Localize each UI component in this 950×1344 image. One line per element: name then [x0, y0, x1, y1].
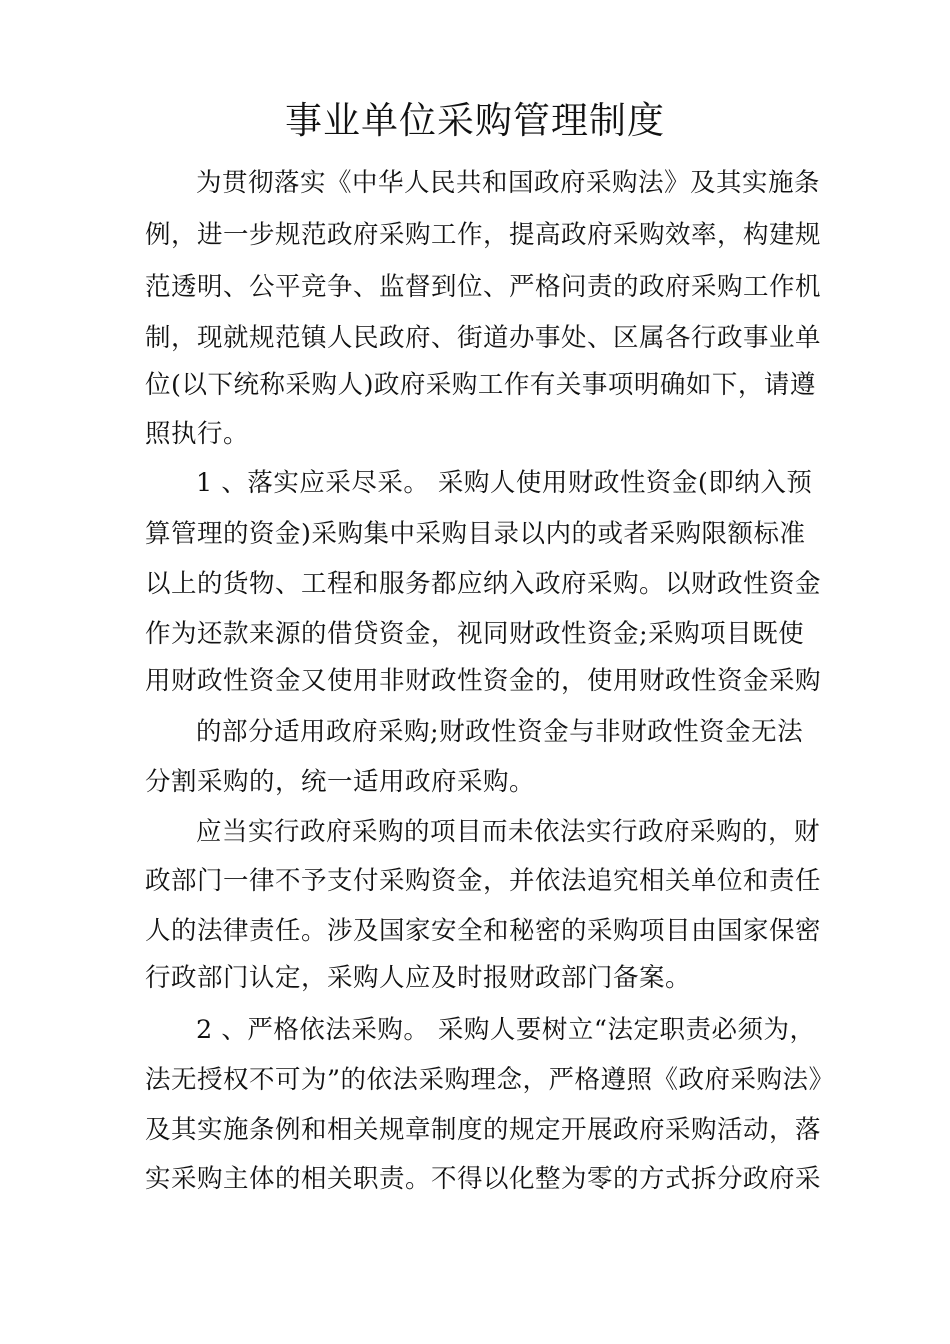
paragraph-line: 人的法律责任。涉及国家安全和秘密的采购项目由国家保密: [145, 916, 822, 946]
paragraph-line: 制，现就规范镇人民政府、街道办事处、区属各行政事业单: [145, 323, 822, 353]
paragraph-line: 例，进一步规范政府采购工作，提高政府采购效率，构建规: [145, 220, 822, 250]
paragraph-line: 实采购主体的相关职责。不得以化整为零的方式拆分政府采: [145, 1164, 822, 1194]
paragraph-line: 算管理的资金)采购集中采购目录以内的或者采购限额标准: [145, 519, 806, 549]
paragraph-line: 法无授权不可为”的依法采购理念，严格遵照《政府采购法》: [145, 1065, 835, 1095]
document-title: 事业单位采购管理制度: [285, 99, 665, 142]
paragraph-line: 1 、落实应采尽采。 采购人使用财政性资金(即纳入预: [196, 468, 813, 498]
paragraph-line: 行政部门认定，采购人应及时报财政部门备案。: [145, 963, 692, 993]
paragraph-line: 作为还款来源的借贷资金，视同财政性资金;采购项目既使: [145, 619, 805, 649]
paragraph-line: 位(以下统称采购人)政府采购工作有关事项明确如下，请遵: [145, 370, 816, 400]
paragraph-line: 分割采购的，统一适用政府采购。: [145, 767, 536, 797]
paragraph-line: 2 、严格依法采购。 采购人要树立“法定职责必须为，: [196, 1015, 816, 1045]
paragraph-line: 范透明、公平竞争、监督到位、严格问责的政府采购工作机: [145, 272, 822, 302]
paragraph-line: 用财政性资金又使用非财政性资金的，使用财政性资金采购: [145, 666, 822, 696]
paragraph-line: 以上的货物、工程和服务都应纳入政府采购。以财政性资金: [145, 569, 822, 599]
paragraph-line: 及其实施条例和相关规章制度的规定开展政府采购活动，落: [145, 1115, 822, 1145]
paragraph-line: 照执行。: [145, 419, 250, 449]
paragraph-line: 政部门一律不予支付采购资金，并依法追究相关单位和责任: [145, 866, 822, 896]
paragraph-line: 应当实行政府采购的项目而未依法实行政府采购的，财: [196, 817, 821, 847]
paragraph-line: 的部分适用政府采购;财政性资金与非财政性资金无法: [196, 717, 804, 747]
paragraph-line: 为贯彻落实《中华人民共和国政府采购法》及其实施条: [196, 168, 821, 198]
